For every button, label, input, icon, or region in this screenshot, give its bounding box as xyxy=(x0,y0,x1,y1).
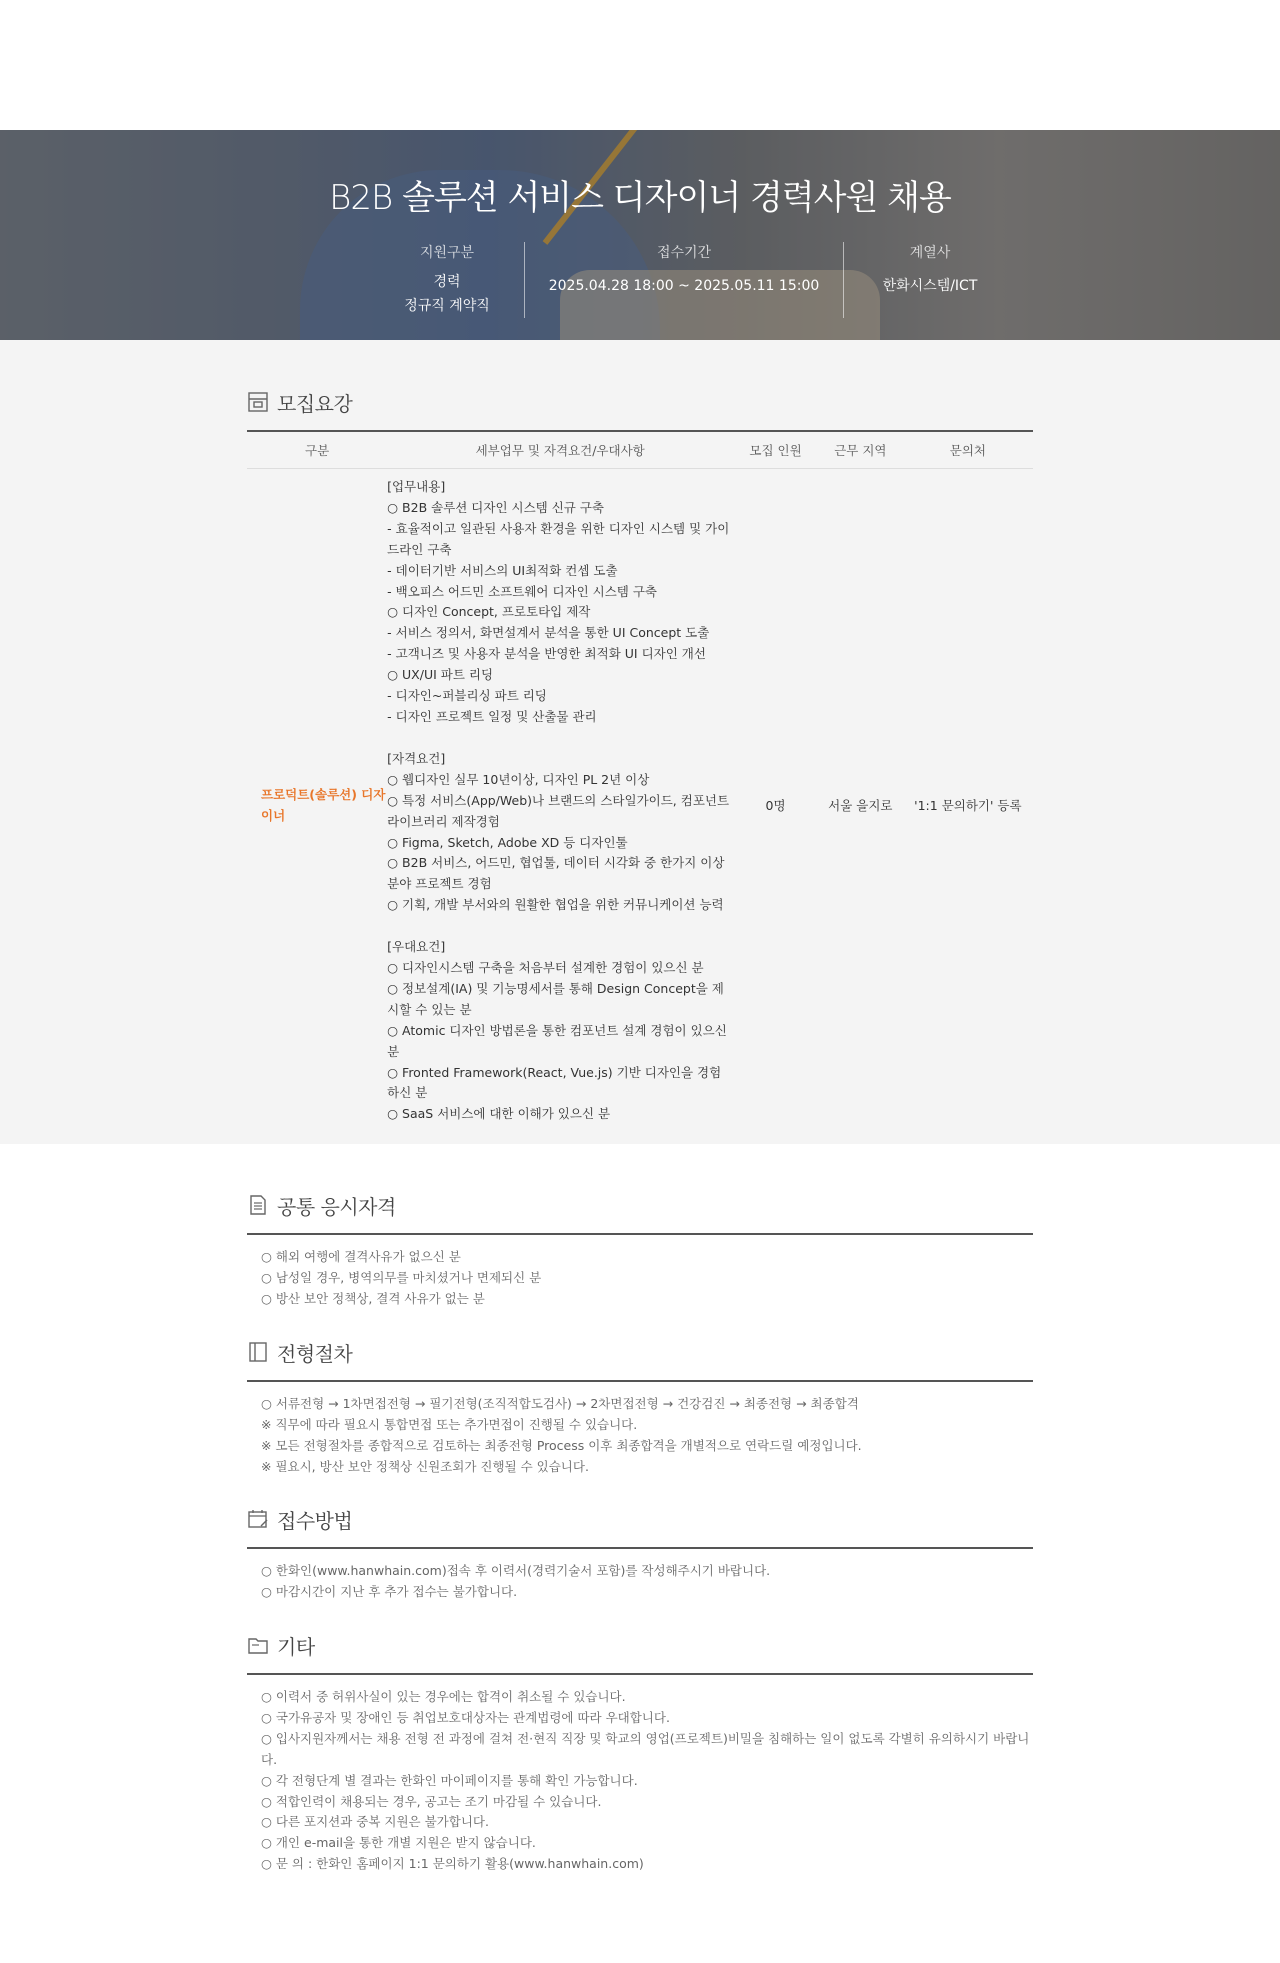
list-item: ○ 다른 포지션과 중복 지원은 불가합니다. xyxy=(261,1814,489,1830)
folder-icon xyxy=(247,1634,269,1656)
book-icon xyxy=(247,1341,269,1363)
etc-title: 기타 xyxy=(277,1634,315,1659)
period-label: 접수기간 xyxy=(656,245,712,261)
process-list xyxy=(247,1382,1033,1478)
apply-type-label: 지원구분 xyxy=(419,245,475,261)
process-section xyxy=(247,1332,1033,1478)
etc-section xyxy=(247,1625,1033,1875)
application-method-section xyxy=(247,1499,1033,1603)
method-heading xyxy=(247,1499,1033,1539)
list-item: ○ 각 전형단계 별 결과는 한화인 마이페이지를 통해 확인 가능합니다. xyxy=(261,1772,638,1788)
list-item: ※ 필요시, 방산 보안 정책상 신원조회가 진행될 수 있습니다. xyxy=(261,1458,589,1474)
affiliate xyxy=(843,242,1016,318)
hero-banner xyxy=(0,130,1280,340)
list-item: ○ 서류전형 → 1차면접전형 → 필기전형(조직적합도검사) → 2차면접전형 → 건강검진 → 최종전형 → 최종합격 xyxy=(261,1396,859,1411)
headcount-value: 0명 xyxy=(765,798,786,814)
application-period xyxy=(524,242,843,318)
list-item: ○ 입사지원자께서는 채용 전형 전 과정에 걸쳐 전·현직 직장 및 학교의 영업(프로젝트)비밀을 침해하는 일이 없도록 각별히 유의하시기 바랍니다. xyxy=(261,1730,1030,1767)
list-item: ○ 국가유공자 및 장애인 등 취업보호대상자는 관계법령에 따라 우대합니다. xyxy=(261,1709,670,1725)
header-details: 세부업무 및 자격요건/우대사항 xyxy=(387,431,733,469)
list-item: ○ 마감시간이 지난 후 추가 접수는 불가합니다. xyxy=(261,1583,518,1599)
process-title: 전형절차 xyxy=(277,1341,353,1366)
list-item: ○ 한화인(www.hanwhain.com)접속 후 이력서(경력기술서 포함)를 작성해주시기 바랍니다. xyxy=(261,1563,771,1578)
position-details xyxy=(387,469,733,1142)
job-summary xyxy=(370,242,1016,318)
cabinet-icon xyxy=(247,391,269,413)
header-category: 구분 xyxy=(247,431,387,469)
contact-value: '1:1 문의하기' 등록 xyxy=(914,798,1022,814)
etc-list xyxy=(247,1675,1033,1875)
list-item: ○ 남성일 경우, 병역의무를 마치셨거나 면제되신 분 xyxy=(261,1269,542,1285)
common-qualification-section xyxy=(247,1185,1033,1310)
header-contact: 문의처 xyxy=(903,431,1033,469)
job-title: B2B 솔루션 서비스 디자이너 경력사원 채용 xyxy=(329,178,951,218)
recruit-table xyxy=(247,430,1033,1141)
period-value: 2025.04.28 18:00 ~ 2025.05.11 15:00 xyxy=(548,278,820,294)
header-headcount: 모집 인원 xyxy=(733,431,818,469)
affiliate-label: 계열사 xyxy=(909,245,951,261)
list-item: ○ 해외 여행에 결격사유가 없으신 분 xyxy=(261,1249,461,1264)
method-list xyxy=(247,1549,1033,1603)
recruit-heading xyxy=(247,382,1033,422)
list-item: ○ 이력서 중 허위사실이 있는 경우에는 합격이 취소될 수 있습니다. xyxy=(261,1689,626,1704)
affiliate-value: 한화시스템/ICT xyxy=(882,278,978,294)
etc-heading xyxy=(247,1625,1033,1665)
position-category: 프로덕트(솔루션) 디자이너 xyxy=(261,787,386,824)
common-list xyxy=(247,1235,1033,1310)
list-item: ○ 문 의 : 한화인 홈페이지 1:1 문의하기 활용(www.hanwhain.com) xyxy=(261,1856,644,1872)
table-row xyxy=(247,469,1033,1142)
process-heading xyxy=(247,1332,1033,1372)
list-item: ○ 방산 보안 정책상, 결격 사유가 없는 분 xyxy=(261,1290,485,1306)
list-item: ○ 개인 e-mail을 통한 개별 지원은 받지 않습니다. xyxy=(261,1835,536,1851)
apply-type xyxy=(370,242,524,318)
recruit-container xyxy=(247,382,1033,1141)
method-title: 접수방법 xyxy=(277,1508,353,1533)
document-icon xyxy=(247,1194,269,1216)
apply-type-value-career: 경력 xyxy=(433,274,461,290)
table-header-row xyxy=(247,431,1033,469)
list-item: ○ 적합인력이 채용되는 경우, 공고는 조기 마감될 수 있습니다. xyxy=(261,1793,602,1809)
preferred-block: [우대요건] ○ 디자인시스템 구축을 처음부터 설계한 경험이 있으신 분 ○ 정보설계(IA) 및 기능명세서를 통해 Design Concept을 제시할 수 있는 분 ○ Atomic 디자인 방법론을 통한 컴포넌트 설계 경험이 있으신 분 ○ Fronted Framework(React, Vue.js) 기반 디자인을 경험하신 분 ○ SaaS 서비스에 대한 이해가 있으신 분 xyxy=(387,939,727,1122)
calendar-icon xyxy=(247,1508,269,1530)
list-item: ※ 모든 전형절차를 종합적으로 검토하는 최종전형 Process 이후 최종합격을 개별적으로 연락드릴 예정입니다. xyxy=(261,1437,862,1453)
recruit-section xyxy=(0,340,1280,1144)
location-value: 서울 을지로 xyxy=(828,798,893,814)
recruit-title: 모집요강 xyxy=(277,391,353,416)
qualifications-block: [자격요건] ○ 웹디자인 실무 10년이상, 디자인 PL 2년 이상 ○ 특정 서비스(App/Web)나 브랜드의 스타일가이드, 컴포넌트 라이브러리 제작경험 ○ Figma, Sketch, Adobe XD 등 디자인툴 ○ B2B 서비스, 어드민, 협업툴, 데이터 시각화 중 한가지 이상 분야 프로젝트 경험 ○ 기획, 개발 부서와의 원활한 협업을 위한 커뮤니케이션 능력 xyxy=(387,750,730,913)
list-item: ※ 직무에 따라 필요시 통합면접 또는 추가면접이 진행될 수 있습니다. xyxy=(261,1416,638,1432)
apply-type-value-contract: 정규직 계약직 xyxy=(404,298,490,314)
duties-block: [업무내용] ○ B2B 솔루션 디자인 시스템 신규 구축 - 효율적이고 일관된 사용자 환경을 위한 디자인 시스템 및 가이드라인 구축 - 데이터기반 서비스의 UI최적화 컨셉 도출 - 백오피스 어드민 소프트웨어 디자인 시스템 구축 ○ 디자인 Concept, 프로토타입 제작 - 서비스 정의서, 화면설계서 분석을 통한 UI Concept 도출 - 고객니즈 및 사용자 분석을 반영한 최적화 UI 디자인 개선 ○ UX/UI 파트 리딩 - 디자인~퍼블리싱 파트 리딩 - 디자인 프로젝트 일정 및 산출물 관리 xyxy=(387,479,730,724)
common-heading xyxy=(247,1185,1033,1225)
header-location: 근무 지역 xyxy=(818,431,903,469)
common-title: 공통 응시자격 xyxy=(277,1194,396,1219)
